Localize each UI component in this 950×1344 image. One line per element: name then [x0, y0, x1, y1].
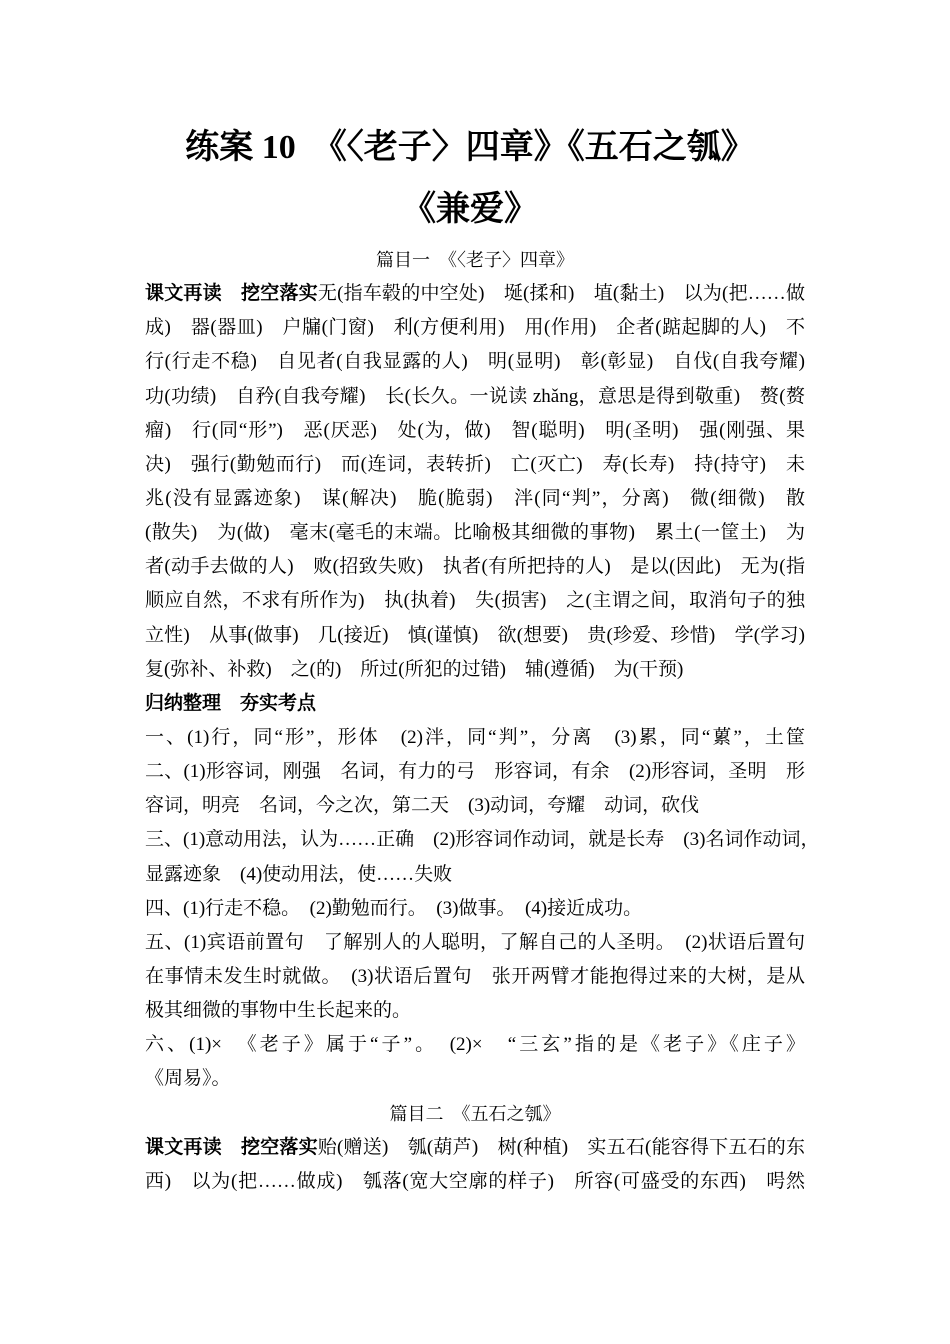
summary-item-1: 一、(1)行，同“形”，形体 (2)泮，同“判”，分离 (3)累，同“蔂”，土筐: [145, 726, 805, 748]
section-1-reading-line: 立性) 从事(做事) 几(接近) 慎(谨慎) 欲(想要) 贵(珍爱、珍惜) 学(学习): [145, 624, 805, 646]
section-1-summary-label: 归纳整理 夯实考点: [145, 692, 317, 714]
section-2-heading: 篇目二 《五石之瓠》: [389, 1103, 561, 1124]
title-line-2: 《兼爱》: [402, 191, 538, 228]
summary-item-6-cont: 《周易》。: [145, 1068, 231, 1090]
section-2-reading-label: 课文再读 挖空落实: [145, 1136, 318, 1158]
section-1-reading-line: (散失) 为(做) 毫末(毫毛的末端。比喻极其细微的事物) 累土(一筐土) 为: [145, 522, 805, 544]
section-1-reading-line: 者(动手去做的人) 败(招致失败) 执者(有所把持的人) 是以(因此) 无为(指: [145, 556, 805, 578]
summary-item-6: 六、(1)× 《老子》属于“子”。 (2)× “三玄”指的是《老子》《庄子》: [145, 1034, 805, 1056]
document-body: [145, 243, 820, 1199]
summary-item-5-cont: 极其细微的事物中生长起来的。: [145, 1000, 412, 1022]
document-title: [0, 117, 940, 241]
summary-item-5-cont: 在事情未发生时就做。 (3)状语后置句 张开两臂才能抱得过来的大树，是从: [145, 965, 805, 987]
section-1-reading-line: 复(弥补、补救) 之(的) 所过(所犯的过错) 辅(遵循) 为(干预): [145, 658, 684, 680]
section-1-reading-line: 瘤) 行(同“形”) 恶(厌恶) 处(为，做) 智(聪明) 明(圣明) 强(刚强、果: [145, 419, 805, 441]
summary-item-2: 二、(1)形容词，刚强 名词，有力的弓 形容词，有余 (2)形容词，圣明 形: [145, 761, 805, 783]
section-1-heading: 篇目一 《〈老子〉四章》: [376, 250, 574, 270]
section-1-reading-text: 无(指车毂的中空处) 埏(揉和) 埴(黏土) 以为(把……做: [317, 283, 805, 305]
summary-item-3-cont: 显露迹象 (4)使动用法，使……失败: [145, 863, 453, 885]
section-1-reading-line: 顺应自然，不求有所作为) 执(执着) 失(损害) 之(主谓之间，取消句子的独: [145, 590, 805, 612]
title-line-1: 练案 10 《〈老子〉四章》《五石之瓠》: [185, 129, 755, 166]
section-1-reading-label: 课文再读 挖空落实: [145, 283, 318, 305]
section-1-reading-line: 决) 强行(勤勉而行) 而(连词，表转折) 亡(灭亡) 寿(长寿) 持(持守) 未: [145, 453, 805, 475]
summary-item-4: 四、(1)行走不稳。 (2)勤勉而行。 (3)做事。 (4)接近成功。: [145, 897, 643, 919]
summary-item-2-cont: 容词，明亮 名词，今之次，第二天 (3)动词，夸耀 动词，砍伐: [145, 795, 700, 817]
section-2-reading-line: [145, 1131, 805, 1165]
section-2-reading-line: 西) 以为(把……做成) 瓠落(宽大空廓的样子) 所容(可盛受的东西) 呺然: [145, 1170, 805, 1192]
section-1-reading-line: [145, 277, 805, 311]
section-1-reading-line: 成) 器(器皿) 户牖(门窗) 利(方便利用) 用(作用) 企者(踮起脚的人) 不: [145, 317, 805, 339]
summary-item-3: 三、(1)意动用法，认为……正确 (2)形容词作动词，就是长寿 (3)名词作动词，: [145, 829, 820, 851]
section-1-reading-line: 功(功绩) 自矜(自我夸耀) 长(长久。一说读 zhǎng，意思是得到敬重) 赘(赘: [145, 385, 805, 407]
section-1-reading-line: 行(行走不稳) 自见者(自我显露的人) 明(显明) 彰(彰显) 自伐(自我夸耀): [145, 351, 805, 373]
summary-item-5: 五、(1)宾语前置句 了解别人的人聪明，了解自己的人圣明。 (2)状语后置句: [145, 931, 805, 953]
section-2-reading-text: 贻(赠送) 瓠(葫芦) 树(种植) 实五石(能容得下五石的东: [317, 1136, 805, 1158]
section-1-reading-line: 兆(没有显露迹象) 谋(解决) 脆(脆弱) 泮(同“判”，分离) 微(细微) 散: [145, 487, 805, 509]
